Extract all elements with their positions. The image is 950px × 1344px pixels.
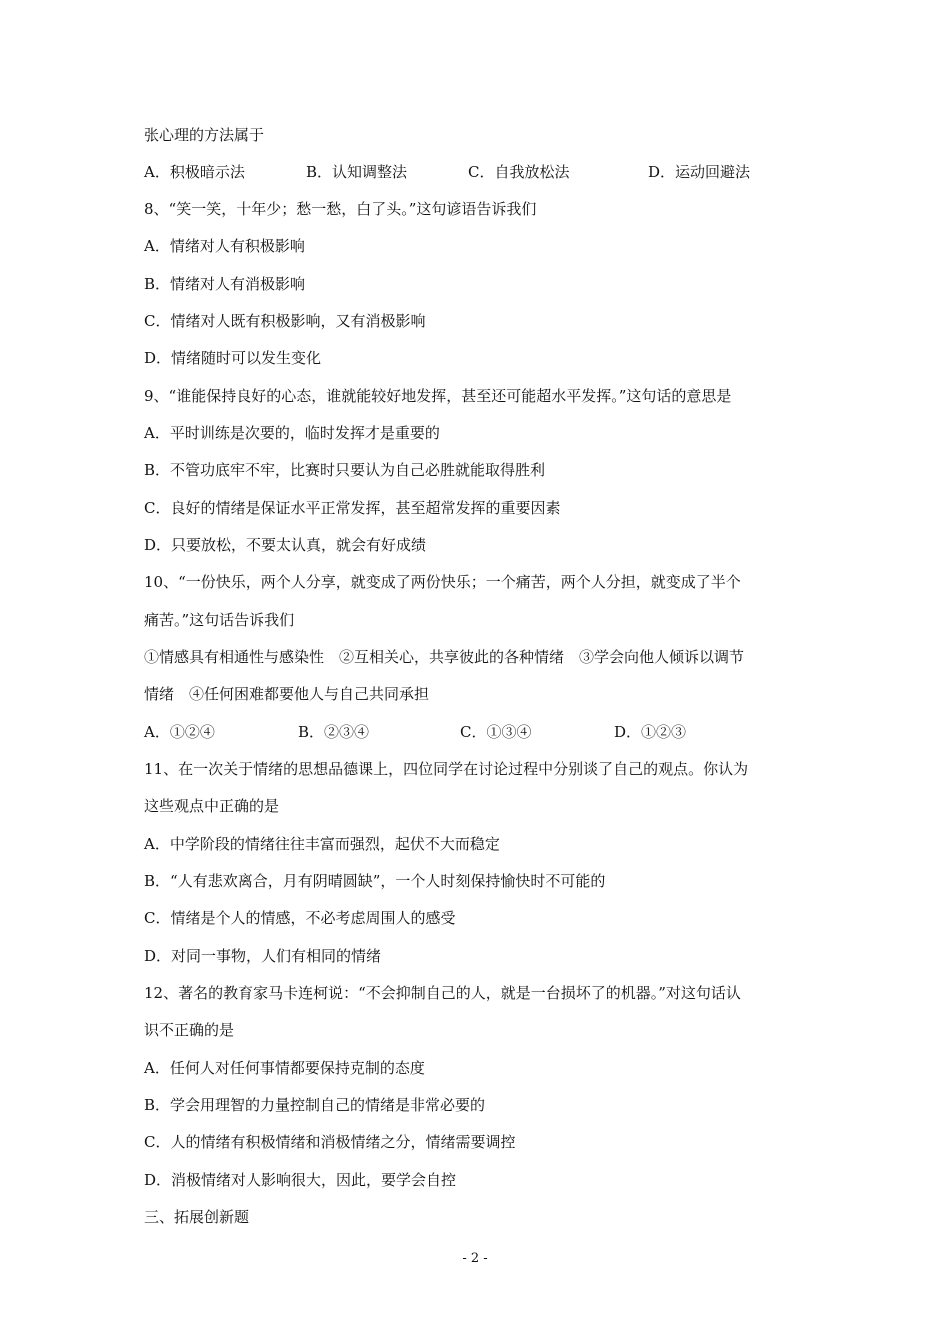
q9-option-b: B．不管功底牢不牢，比赛时只要认为自己必胜就能取得胜利	[144, 461, 546, 479]
q12-option-b: B．学会用理智的力量控制自己的情绪是非常必要的	[144, 1096, 486, 1114]
q10-option-d: D．①②③	[614, 723, 687, 741]
question-11-cont: 这些观点中正确的是	[144, 797, 280, 815]
question-12: 12、著名的教育家马卡连柯说：“不会抑制自己的人，就是一台损坏了的机器。”对这句话认	[144, 984, 741, 1002]
q11-option-a: A．中学阶段的情绪往往丰富而强烈，起伏不大而稳定	[144, 835, 500, 853]
q7-option-d: D．运动回避法	[648, 163, 751, 181]
question-9: 9、“谁能保持良好的心态，谁就能较好地发挥，甚至还可能超水平发挥。”这句话的意思是	[144, 387, 732, 405]
question-10: 10、“一份快乐，两个人分享，就变成了两份快乐；一个痛苦，两个人分担，就变成了半个	[144, 573, 741, 591]
q11-option-d: D．对同一事物，人们有相同的情绪	[144, 947, 382, 965]
q8-option-d: D．情绪随时可以发生变化	[144, 349, 322, 367]
question-12-cont: 识不正确的是	[144, 1021, 235, 1039]
question-11: 11、在一次关于情绪的思想品德课上，四位同学在讨论过程中分别谈了自己的观点。你认为	[144, 760, 749, 778]
q7-option-b: B．认知调整法	[306, 163, 408, 181]
q8-option-a: A．情绪对人有积极影响	[144, 237, 305, 255]
q11-option-b: B．“人有悲欢离合，月有阴晴圆缺”，一个人时刻保持愉快时不可能的	[144, 872, 606, 890]
q10-statements-cont: 情绪 ④任何困难都要他人与自己共同承担	[144, 685, 430, 703]
q10-option-c: C．①③④	[460, 723, 532, 741]
q8-option-b: B．情绪对人有消极影响	[144, 275, 306, 293]
q7-option-c: C．自我放松法	[468, 163, 570, 181]
q11-option-c: C．情绪是个人的情感，不必考虑周围人的感受	[144, 909, 456, 927]
q10-option-b: B．②③④	[298, 723, 370, 741]
q10-statements: ①情感具有相通性与感染性 ②互相关心，共享彼此的各种情绪 ③学会向他人倾诉以调节	[144, 648, 745, 666]
text-line: 张心理的方法属于	[144, 126, 265, 144]
section-heading: 三、拓展创新题	[144, 1208, 250, 1226]
q7-option-a: A．积极暗示法	[144, 163, 245, 181]
question-8: 8、“笑一笑，十年少；愁一愁，白了头。”这句谚语告诉我们	[144, 200, 537, 218]
q12-option-c: C．人的情绪有积极情绪和消极情绪之分，情绪需要调控	[144, 1133, 516, 1151]
q8-option-c: C．情绪对人既有积极影响，又有消极影响	[144, 312, 426, 330]
q9-option-c: C．良好的情绪是保证水平正常发挥，甚至超常发挥的重要因素	[144, 499, 561, 517]
q9-option-a: A．平时训练是次要的，临时发挥才是重要的	[144, 424, 440, 442]
page-number: - 2 -	[462, 1251, 488, 1266]
q9-option-d: D．只要放松，不要太认真，就会有好成绩	[144, 536, 427, 554]
q10-option-a: A．①②④	[144, 723, 215, 741]
q12-option-d: D．消极情绪对人影响很大，因此，要学会自控	[144, 1171, 457, 1189]
q12-option-a: A．任何人对任何事情都要保持克制的态度	[144, 1059, 425, 1077]
question-10-cont: 痛苦。”这句话告诉我们	[144, 611, 295, 629]
